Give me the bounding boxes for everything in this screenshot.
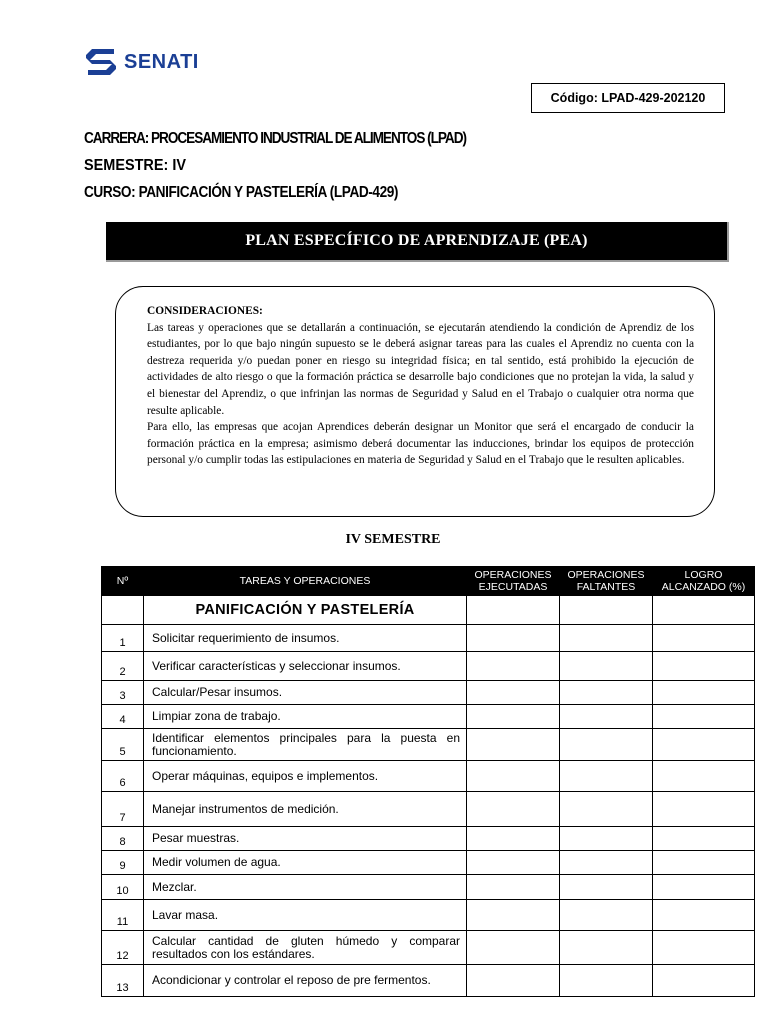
executed-cell[interactable] (467, 931, 560, 965)
semestre-heading: SEMESTRE: IV (84, 157, 186, 174)
achievement-cell[interactable] (653, 761, 755, 792)
table-row (102, 729, 755, 761)
missing-cell[interactable] (560, 900, 653, 931)
row-number: 7 (102, 792, 144, 827)
executed-cell[interactable] (467, 900, 560, 931)
achievement-cell[interactable] (653, 681, 755, 705)
missing-cell[interactable] (560, 705, 653, 729)
pea-title-bar (106, 222, 729, 262)
task-description: Solicitar requerimiento de insumos. (144, 625, 467, 652)
section-missing-cell (560, 596, 653, 625)
header-achievement (653, 567, 755, 596)
section-executed-cell (467, 596, 560, 625)
table-row (102, 761, 755, 792)
executed-cell[interactable] (467, 965, 560, 997)
executed-cell[interactable] (467, 827, 560, 851)
row-number: 3 (102, 681, 144, 705)
task-description: Lavar masa. (144, 900, 467, 931)
achievement-cell[interactable] (653, 705, 755, 729)
task-description: Verificar características y seleccionar insumos. (144, 652, 467, 681)
executed-cell[interactable] (467, 851, 560, 875)
achievement-cell[interactable] (653, 851, 755, 875)
row-number: 4 (102, 705, 144, 729)
achievement-cell[interactable] (653, 792, 755, 827)
task-description: Calcular/Pesar insumos. (144, 681, 467, 705)
senati-logo (84, 46, 199, 78)
achievement-cell[interactable] (653, 827, 755, 851)
header-executed-line2: EJECUTADAS (478, 581, 548, 593)
table-row (102, 931, 755, 965)
header-missing (560, 567, 653, 596)
missing-cell[interactable] (560, 851, 653, 875)
section-title: PANIFICACIÓN Y PASTELERÍA (144, 596, 467, 625)
executed-cell[interactable] (467, 625, 560, 652)
row-number: 1 (102, 625, 144, 652)
table-row (102, 827, 755, 851)
row-number: 9 (102, 851, 144, 875)
task-description: Pesar muestras. (144, 827, 467, 851)
missing-cell[interactable] (560, 965, 653, 997)
senati-logo-icon (84, 47, 118, 77)
achievement-cell[interactable] (653, 965, 755, 997)
achievement-cell[interactable] (653, 729, 755, 761)
header-achievement-line1: LOGRO (684, 569, 723, 581)
row-number: 11 (102, 900, 144, 931)
row-number: 12 (102, 931, 144, 965)
logo-text: SENATI (124, 50, 199, 73)
task-description: Mezclar. (144, 875, 467, 900)
executed-cell[interactable] (467, 729, 560, 761)
table-row (102, 681, 755, 705)
table-row (102, 792, 755, 827)
table-row (102, 875, 755, 900)
row-number: 5 (102, 729, 144, 761)
executed-cell[interactable] (467, 792, 560, 827)
missing-cell[interactable] (560, 652, 653, 681)
task-description: Operar máquinas, equipos e implementos. (144, 761, 467, 792)
task-description: Calcular cantidad de gluten húmedo y comparar resultados con los estándares. (144, 931, 467, 965)
missing-cell[interactable] (560, 761, 653, 792)
table-header-row (102, 567, 755, 596)
table-row (102, 851, 755, 875)
table-row (102, 625, 755, 652)
missing-cell[interactable] (560, 827, 653, 851)
header-achievement-line2: ALCANZADO (%) (661, 581, 746, 593)
carrera-heading: CARRERA: PROCESAMIENTO INDUSTRIAL DE ALIMENTOS (LPAD) (84, 130, 466, 147)
pea-title: PLAN ESPECÍFICO DE APRENDIZAJE (PEA) (245, 232, 588, 249)
executed-cell[interactable] (467, 705, 560, 729)
header-tasks: TAREAS Y OPERACIONES (144, 567, 467, 596)
curso-heading: CURSO: PANIFICACIÓN Y PASTELERÍA (LPAD-429) (84, 184, 398, 201)
missing-cell[interactable] (560, 931, 653, 965)
task-description: Manejar instrumentos de medición. (144, 792, 467, 827)
row-number: 8 (102, 827, 144, 851)
executed-cell[interactable] (467, 652, 560, 681)
missing-cell[interactable] (560, 625, 653, 652)
considerations-box (115, 286, 715, 517)
header-missing-line1: OPERACIONES (567, 569, 645, 581)
row-number: 6 (102, 761, 144, 792)
achievement-cell[interactable] (653, 931, 755, 965)
executed-cell[interactable] (467, 681, 560, 705)
section-row (102, 596, 755, 625)
header-executed-line1: OPERACIONES (474, 569, 552, 581)
missing-cell[interactable] (560, 729, 653, 761)
header-executed (467, 567, 560, 596)
row-number: 10 (102, 875, 144, 900)
table-row (102, 965, 755, 997)
task-description: Acondicionar y controlar el reposo de pre fermentos. (144, 965, 467, 997)
achievement-cell[interactable] (653, 875, 755, 900)
row-number: 13 (102, 965, 144, 997)
executed-cell[interactable] (467, 761, 560, 792)
task-description: Limpiar zona de trabajo. (144, 705, 467, 729)
document-code: Código: LPAD-429-202120 (531, 83, 725, 113)
semester-title: IV SEMESTRE (345, 532, 441, 547)
achievement-cell[interactable] (653, 900, 755, 931)
table-row (102, 900, 755, 931)
table-row (102, 705, 755, 729)
considerations-title: CONSIDERACIONES: (147, 305, 263, 317)
tasks-table (101, 566, 755, 997)
table-row (102, 652, 755, 681)
section-achievement-cell (653, 596, 755, 625)
header-num: Nº (102, 567, 144, 596)
missing-cell[interactable] (560, 792, 653, 827)
row-number: 2 (102, 652, 144, 681)
considerations-paragraph-2: Para ello, las empresas que acojan Aprendices deberán designar un Monitor que será el encargado de conducir la formación práctica en la empresa; asimismo deberá documentar las inducciones, brindar los equipos de protección personal y/o cumplir todas las estipulaciones en materia de Seguridad y Salud en el Trabajo que le resulten aplicables. (147, 421, 694, 467)
executed-cell[interactable] (467, 875, 560, 900)
considerations-paragraph-1: Las tareas y operaciones que se detallarán a continuación, se ejecutarán atendiendo la condición de Aprendiz de los estudiantes, por lo que bajo ningún supuesto se le deberá asignar tareas para las cuales el Aprendiz no cuenta con la destreza requerida y/o puedan poner en riesgo su integridad física; en tal sentido, está prohibido la ejecución de actividades de alto riesgo o que la formación práctica se desarrolle bajo condiciones que no protejan la vida, la salud y el bienestar del Aprendiz, o que infrinjan las normas de Seguridad y Salud en el Trabajo o cualquier otra norma que resulte aplicable. (147, 321, 694, 417)
header-missing-line2: FALTANTES (576, 581, 636, 593)
missing-cell[interactable] (560, 875, 653, 900)
task-description: Medir volumen de agua. (144, 851, 467, 875)
task-description: Identificar elementos principales para la puesta en funcionamiento. (144, 729, 467, 761)
achievement-cell[interactable] (653, 625, 755, 652)
section-num-cell (102, 596, 144, 625)
achievement-cell[interactable] (653, 652, 755, 681)
missing-cell[interactable] (560, 681, 653, 705)
